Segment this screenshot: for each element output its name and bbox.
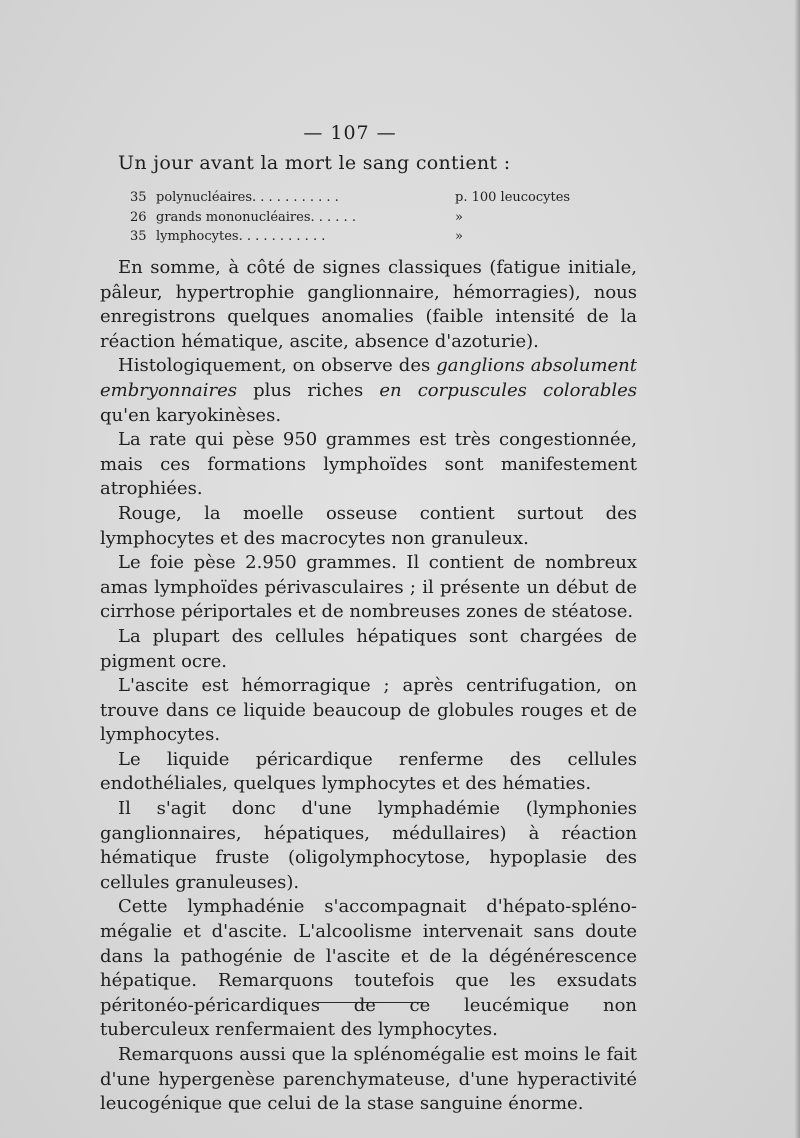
unit-label: » [455,229,463,244]
body-text [100,256,637,1117]
cell-type-label: grands mononucléaires. . . . . . [156,209,356,225]
paragraph: Rouge, la moelle osseuse contient surtout des lymphocytes et des macrocytes non granuleux. [100,502,637,549]
table-row [130,208,610,228]
cell-type-label: polynucléaires. . . . . . . . . . . [156,190,339,205]
page-edge-shadow [794,0,800,1138]
count-value: 35 [130,229,147,244]
paragraph: Cette lymphadénie s'accompagnait d'hépato-spléno-mégalie et d'ascite. L'alcoolisme intervenait sans doute dans la pathogénie de l'ascite et de la dégénérescence hépatique. Remarquons toutefois que les exsudats péritonéo-péricardiques de ce leucémique non tuberculeux renfermaient des lymphocytes. [100,896,637,1041]
paragraph: Le liquide péricardique renferme des cellules endothéliales, quelques lymphocytes et des hématies. [100,748,637,795]
table-row [130,188,610,208]
paragraph: Histologiquement, on observe des ganglions absolument embryonnaires plus riches en corpuscules colorables qu'en karyokinèses. [100,355,638,426]
italic-phrase: en corpuscules colorables [379,379,638,401]
intro-line: Un jour avant la mort le sang contient : [118,152,511,174]
page-number: — 107 — [303,122,397,144]
italic-phrase: ganglions absolument embryonnaires [100,355,637,401]
table-row [130,227,610,247]
unit-label: p. 100 leucocytes [455,190,571,205]
paragraph: Il s'agit donc d'une lymphadémie (lymphonies ganglionnaires, hépatiques, médullaires) à réaction hématique fruste (oligolymphocytose, hypoplasie des cellules granuleuses). [100,798,637,893]
paragraph: La plupart des cellules hépatiques sont chargées de pigment ocre. [100,625,637,672]
paragraph: Le foie pèse 2.950 grammes. Il contient de nombreux amas lymphoïdes périvasculaires ; il présente un début de cirrhose périportales et de nombreuses zones de stéatose. [100,552,637,623]
unit-label: » [455,209,463,225]
paragraph: La rate qui pèse 950 grammes est très congestionnée, mais ces formations lymphoïdes sont manifestement atrophiées. [100,429,637,500]
cell-type-label: lymphocytes. . . . . . . . . . . [156,229,326,244]
paragraph: L'ascite est hémorragique ; après centrifugation, on trouve dans ce liquide beaucoup de globules rouges et de lymphocytes. [100,675,637,746]
end-rule [315,1002,423,1003]
count-value: 26 [130,209,147,225]
blood-count-table [130,188,610,247]
paragraph: Remarquons aussi que la splénomégalie est moins le fait d'une hypergenèse parenchymateuse, d'une hyperactivité leucogénique que celui de la stase sanguine énorme. [100,1044,637,1115]
paragraph: En somme, à côté de signes classiques (fatigue initiale, pâleur, hypertrophie ganglionnaire, hémorragies), nous enregistrons quelques anomalies (faible intensité de la réaction hématique, ascite, absence d'azoturie). [100,257,637,352]
count-value: 35 [130,190,147,205]
